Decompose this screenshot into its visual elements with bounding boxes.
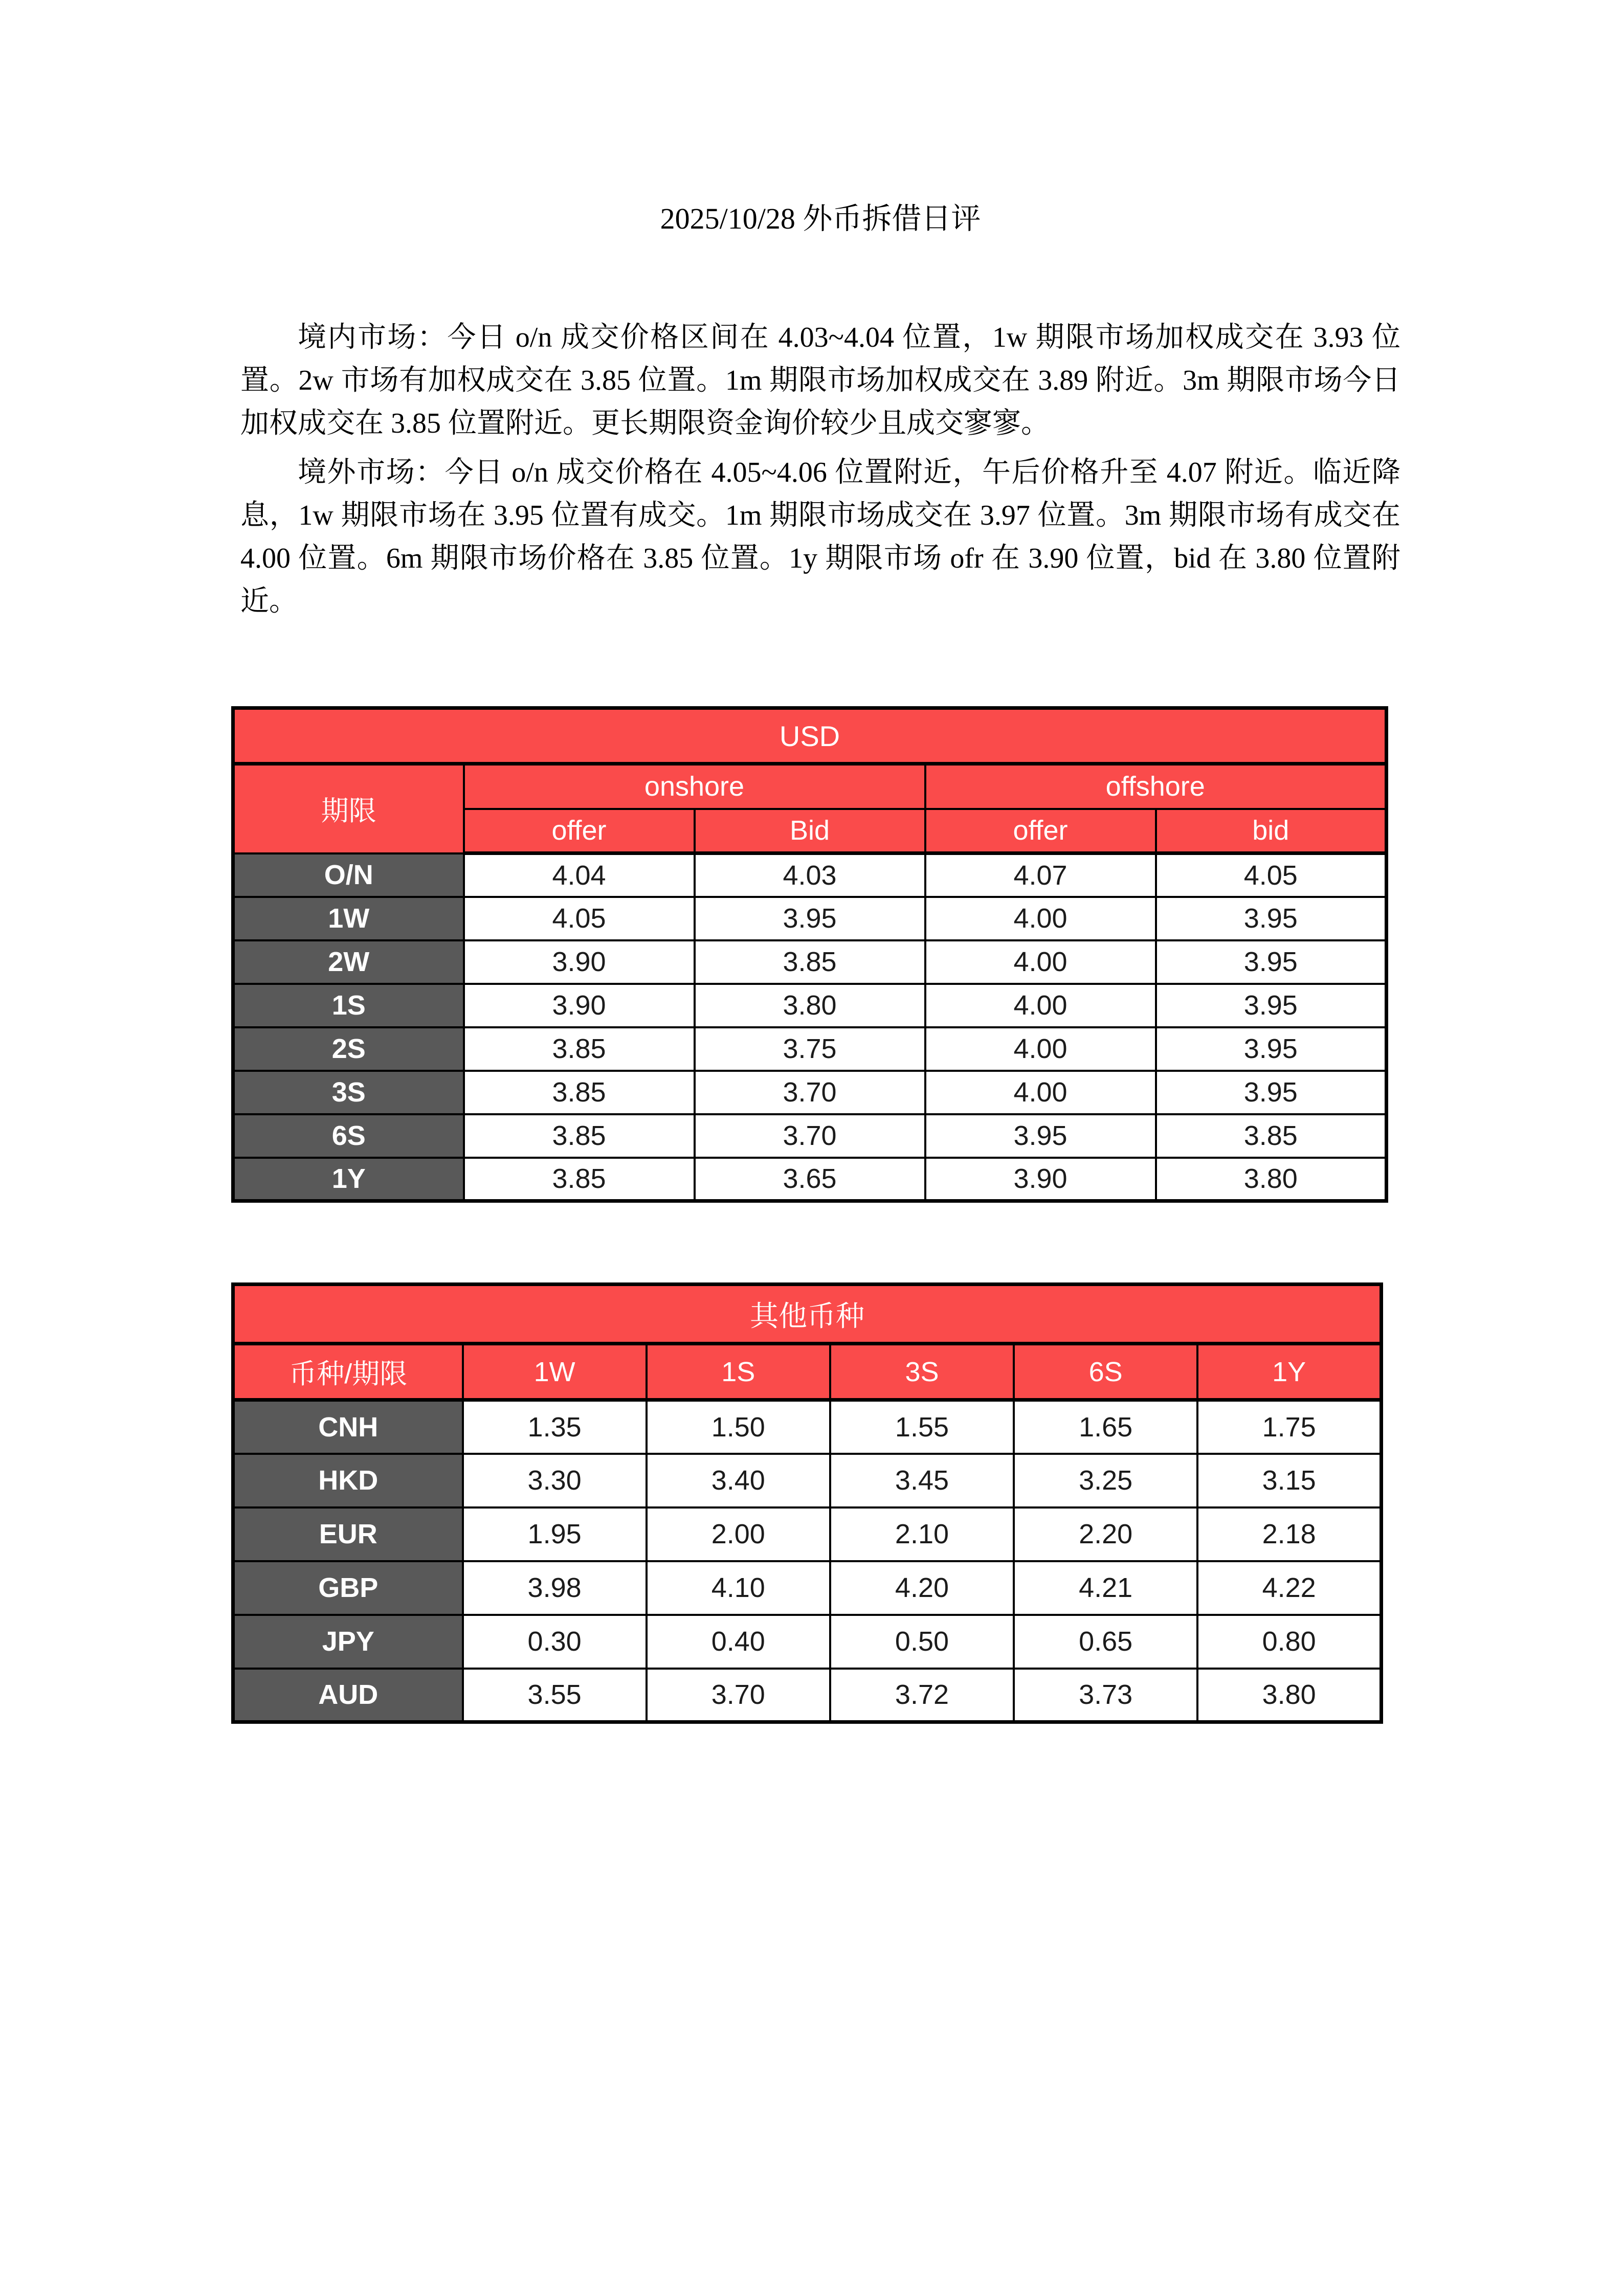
currency-row-aud <box>233 1669 1382 1722</box>
tenor-header-3s: 3S <box>830 1344 1014 1400</box>
currency-label: AUD <box>233 1669 463 1722</box>
tenor-label: 2W <box>233 940 464 984</box>
tenor-label: 1Y <box>233 1158 464 1201</box>
rate-cell: 3.30 <box>463 1454 647 1507</box>
onshore-offer-header: offer <box>464 809 695 853</box>
rate-cell: 3.65 <box>695 1158 925 1201</box>
rate-cell: 3.75 <box>695 1027 925 1071</box>
rate-cell: 3.85 <box>1156 1114 1387 1158</box>
rate-cell: 3.85 <box>464 1114 695 1158</box>
currency-row-jpy <box>233 1615 1382 1669</box>
rate-cell: 4.22 <box>1197 1561 1381 1615</box>
rate-cell: 1.65 <box>1014 1400 1197 1454</box>
rate-cell: 3.70 <box>647 1669 830 1722</box>
rate-cell: 2.10 <box>830 1507 1014 1561</box>
currency-tenor-corner-header: 币种/期限 <box>233 1344 463 1400</box>
offshore-group-header: offshore <box>925 764 1387 809</box>
currency-label: CNH <box>233 1400 463 1454</box>
rate-cell: 4.05 <box>1156 853 1387 897</box>
rate-cell: 4.10 <box>647 1561 830 1615</box>
rate-cell: 3.73 <box>1014 1669 1197 1722</box>
usd-row-1s <box>233 984 1387 1027</box>
onshore-bid-header: Bid <box>695 809 925 853</box>
rate-cell: 3.80 <box>1156 1158 1387 1201</box>
rate-cell: 4.21 <box>1014 1561 1197 1615</box>
rate-cell: 4.00 <box>925 1071 1156 1114</box>
rate-cell: 3.95 <box>1156 1071 1387 1114</box>
rate-cell: 3.85 <box>464 1158 695 1201</box>
usd-row-2w <box>233 940 1387 984</box>
rate-cell: 0.30 <box>463 1615 647 1669</box>
rate-cell: 3.90 <box>925 1158 1156 1201</box>
rate-cell: 3.90 <box>464 940 695 984</box>
currency-row-gbp <box>233 1561 1382 1615</box>
rate-cell: 4.00 <box>925 897 1156 940</box>
usd-row-3s <box>233 1071 1387 1114</box>
usd-row-6s <box>233 1114 1387 1158</box>
rate-cell: 3.95 <box>1156 984 1387 1027</box>
rate-cell: 2.20 <box>1014 1507 1197 1561</box>
tenor-header-6s: 6S <box>1014 1344 1197 1400</box>
rate-cell: 3.95 <box>1156 897 1387 940</box>
rate-cell: 3.45 <box>830 1454 1014 1507</box>
tenor-label: 2S <box>233 1027 464 1071</box>
rate-cell: 3.98 <box>463 1561 647 1615</box>
currency-label: JPY <box>233 1615 463 1669</box>
rate-cell: 4.00 <box>925 984 1156 1027</box>
currency-label: GBP <box>233 1561 463 1615</box>
tenor-header-1s: 1S <box>647 1344 830 1400</box>
currency-row-hkd <box>233 1454 1382 1507</box>
currency-label: EUR <box>233 1507 463 1561</box>
rate-cell: 3.95 <box>925 1114 1156 1158</box>
rate-cell: 4.00 <box>925 940 1156 984</box>
tenor-column-header: 期限 <box>233 764 464 853</box>
rate-cell: 3.95 <box>695 897 925 940</box>
rate-cell: 3.85 <box>464 1027 695 1071</box>
other-table-title: 其他币种 <box>233 1285 1382 1344</box>
tenor-label: O/N <box>233 853 464 897</box>
tenor-label: 1W <box>233 897 464 940</box>
offshore-offer-header: offer <box>925 809 1156 853</box>
rate-cell: 3.70 <box>695 1114 925 1158</box>
rate-cell: 1.50 <box>647 1400 830 1454</box>
rate-cell: 3.40 <box>647 1454 830 1507</box>
offshore-bid-header: bid <box>1156 809 1387 853</box>
other-currencies-table <box>231 1282 1383 1724</box>
usd-row-on <box>233 853 1387 897</box>
rate-cell: 1.55 <box>830 1400 1014 1454</box>
rate-cell: 0.80 <box>1197 1615 1381 1669</box>
rate-cell: 2.18 <box>1197 1507 1381 1561</box>
rate-cell: 4.04 <box>464 853 695 897</box>
rate-cell: 1.75 <box>1197 1400 1381 1454</box>
rate-cell: 3.70 <box>695 1071 925 1114</box>
tenor-header-1w: 1W <box>463 1344 647 1400</box>
tenor-label: 3S <box>233 1071 464 1114</box>
rate-cell: 3.90 <box>464 984 695 1027</box>
paragraph-offshore-market: 境外市场：今日 o/n 成交价格在 4.05~4.06 位置附近，午后价格升至 4.07 附近。临近降息，1w 期限市场在 3.95 位置有成交。1m 期限市场成交在 3.97 位置。3m 期限市场有成交在 4.00 位置。6m 期限市场价格在 3.85 位置。1y 期限市场 ofr 在 3.90 位置，bid 在 3.80 位置附近。 <box>240 457 1400 617</box>
rate-cell: 3.95 <box>1156 940 1387 984</box>
document-title: 2025/10/28 外币拆借日评 <box>660 202 981 235</box>
usd-table-title: USD <box>233 708 1387 764</box>
paragraph-onshore-market: 境内市场：今日 o/n 成交价格区间在 4.03~4.04 位置，1w 期限市场加权成交在 3.93 位置。2w 市场有加权成交在 3.85 位置。1m 期限市场加权成交在 3.89 附近。3m 期限市场今日加权成交在 3.85 位置附近。更长期限资金询价较少且成交寥寥。 <box>240 322 1400 439</box>
onshore-group-header: onshore <box>464 764 925 809</box>
rate-cell: 4.07 <box>925 853 1156 897</box>
rate-cell: 1.35 <box>463 1400 647 1454</box>
rate-cell: 0.65 <box>1014 1615 1197 1669</box>
rate-cell: 3.85 <box>464 1071 695 1114</box>
usd-row-1w <box>233 897 1387 940</box>
rate-cell: 3.80 <box>695 984 925 1027</box>
usd-rate-table <box>231 706 1388 1203</box>
currency-label: HKD <box>233 1454 463 1507</box>
rate-cell: 3.80 <box>1197 1669 1381 1722</box>
rate-cell: 3.72 <box>830 1669 1014 1722</box>
usd-row-1y <box>233 1158 1387 1201</box>
rate-cell: 3.25 <box>1014 1454 1197 1507</box>
usd-row-2s <box>233 1027 1387 1071</box>
rate-cell: 3.95 <box>1156 1027 1387 1071</box>
currency-row-cnh <box>233 1400 1382 1454</box>
rate-cell: 2.00 <box>647 1507 830 1561</box>
rate-cell: 0.50 <box>830 1615 1014 1669</box>
rate-cell: 3.55 <box>463 1669 647 1722</box>
rate-cell: 0.40 <box>647 1615 830 1669</box>
rate-cell: 4.00 <box>925 1027 1156 1071</box>
rate-cell: 1.95 <box>463 1507 647 1561</box>
tenor-label: 1S <box>233 984 464 1027</box>
tenor-label: 6S <box>233 1114 464 1158</box>
rate-cell: 4.05 <box>464 897 695 940</box>
currency-row-eur <box>233 1507 1382 1561</box>
tenor-header-1y: 1Y <box>1197 1344 1381 1400</box>
rate-cell: 4.20 <box>830 1561 1014 1615</box>
rate-cell: 4.03 <box>695 853 925 897</box>
rate-cell: 3.85 <box>695 940 925 984</box>
rate-cell: 3.15 <box>1197 1454 1381 1507</box>
